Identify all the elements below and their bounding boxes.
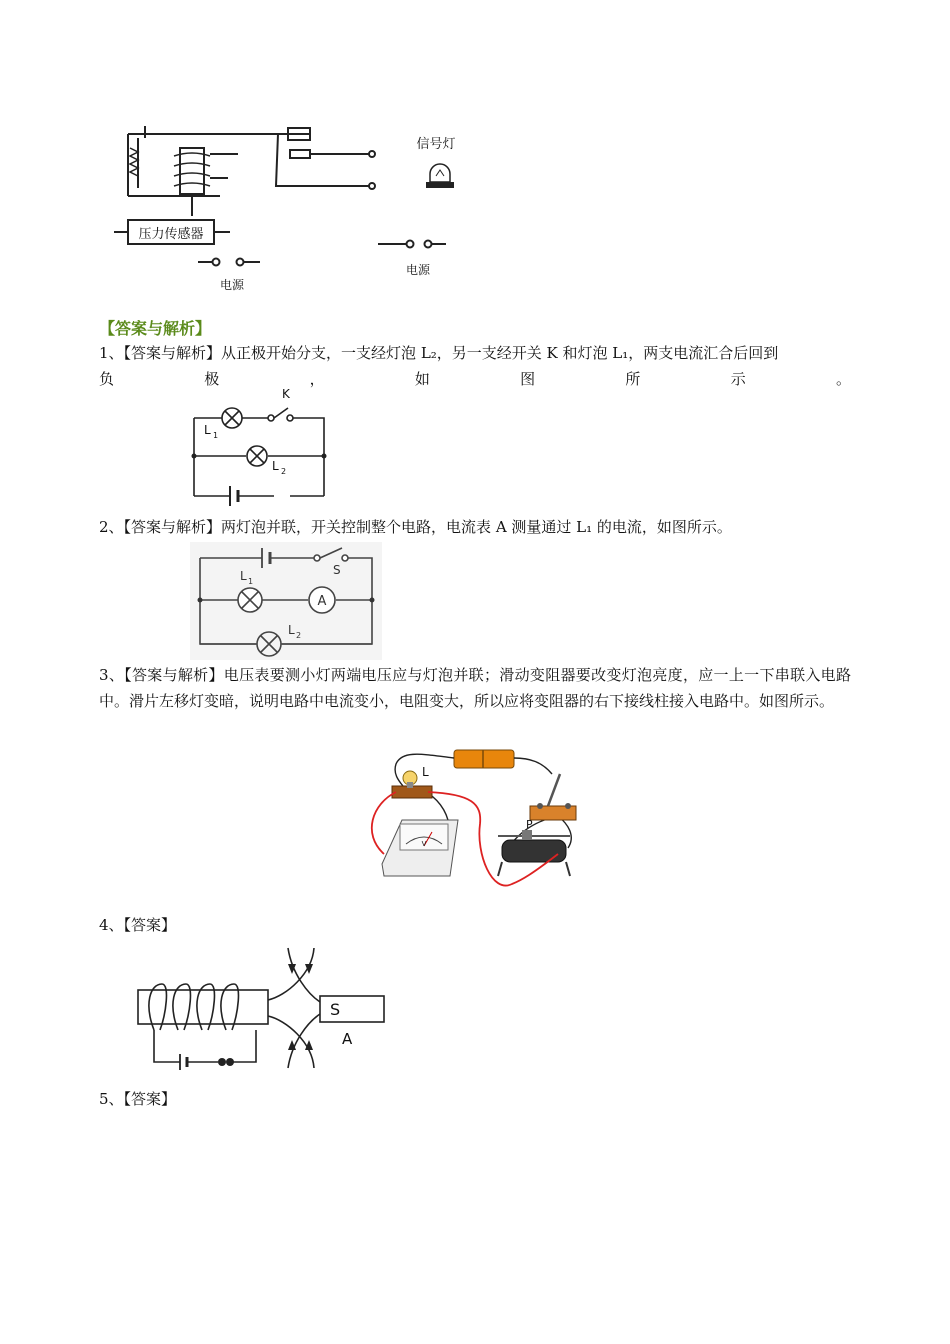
sensor-label: 压力传感器 [138,227,204,242]
answer-2-circuit-figure [190,542,382,660]
answer-3 [99,662,851,714]
answer-2 [99,514,851,540]
answer-2-lamp2-icon [257,632,281,656]
answer-3-battery-icon [454,750,514,768]
answer-2-switch-label: S [333,563,341,577]
answer-4-pole-label: S [330,1000,341,1019]
answer-3-slider-label: P [526,818,533,831]
answer-1-lamp1-sub: 1 [213,431,219,440]
relay-circuit-figure [100,108,480,298]
answer-1-lamp1-icon [222,408,242,428]
answer-2-number: 2、 [99,518,124,536]
signal-lamp-label: 信号灯 [416,137,456,152]
answer-4-electromagnet-figure [136,944,388,1074]
answer-1-lamp2-label: L [272,459,279,473]
answer-1-text-line2: 负极，如图所示。 [99,370,851,388]
answer-5-number: 5、 [99,1090,124,1108]
answer-2-lamp2-label: L [288,623,295,637]
answer-5 [99,1086,851,1112]
answer-2-lamp1-label: L [240,569,247,583]
answers-section-title: 【答案与解析】 [99,319,212,338]
answer-1-text-line1: 【答案与解析】从正极开始分支，一支经灯泡 L₂，另一支经开关 K 和灯泡 L₁，两支电流汇合后回到 [123,344,779,362]
answer-3-number: 3、 [99,666,125,684]
answer-4-number: 4、 [99,916,124,934]
answer-1-lamp2-icon [247,446,267,466]
answer-1-lamp2-sub: 2 [281,467,287,476]
answer-1-switch-label: K [282,387,290,401]
answer-1-circuit-figure [186,384,336,506]
answer-2-ammeter-label: A [317,594,327,609]
answer-4-point-label: A [342,1030,353,1048]
answer-1-number: 1、 [99,344,124,362]
power-left-label: 电源 [219,278,245,292]
answer-4-text: 【答案】 [123,916,177,934]
answer-2-text: 【答案与解析】两灯泡并联，开关控制整个电路，电流表 A 测量通过 L₁ 的电流，如图所示。 [123,518,732,536]
answer-1-line1 [99,340,851,366]
answer-3-voltmeter-label: V [421,840,427,848]
signal-lamp-icon [426,164,454,188]
answer-2-lamp1-sub: 1 [248,577,254,586]
answer-3-lamp-label: L [422,765,429,779]
answer-3-text: 【答案与解析】电压表要测小灯两端电压应与灯泡并联；滑动变阻器要改变灯泡亮度，应一上一下串联入电路中。滑片左移灯变暗，说明电路中电流变小，电阻变大，所以应将变阻器的右下接线柱接入电路中。如图所示。 [99,666,851,710]
answer-3-switch-icon [530,774,576,820]
answer-4 [99,912,851,938]
answer-3-voltmeter-icon [382,820,458,876]
answer-1-lamp1-label: L [204,423,211,437]
answer-3-rheostat-icon [498,830,570,876]
answer-5-text: 【答案】 [123,1090,177,1108]
power-right-label: 电源 [405,263,431,277]
answer-3-physical-circuit-figure [362,744,584,896]
answer-2-lamp2-sub: 2 [296,631,302,640]
answer-2-lamp1-icon [238,588,262,612]
